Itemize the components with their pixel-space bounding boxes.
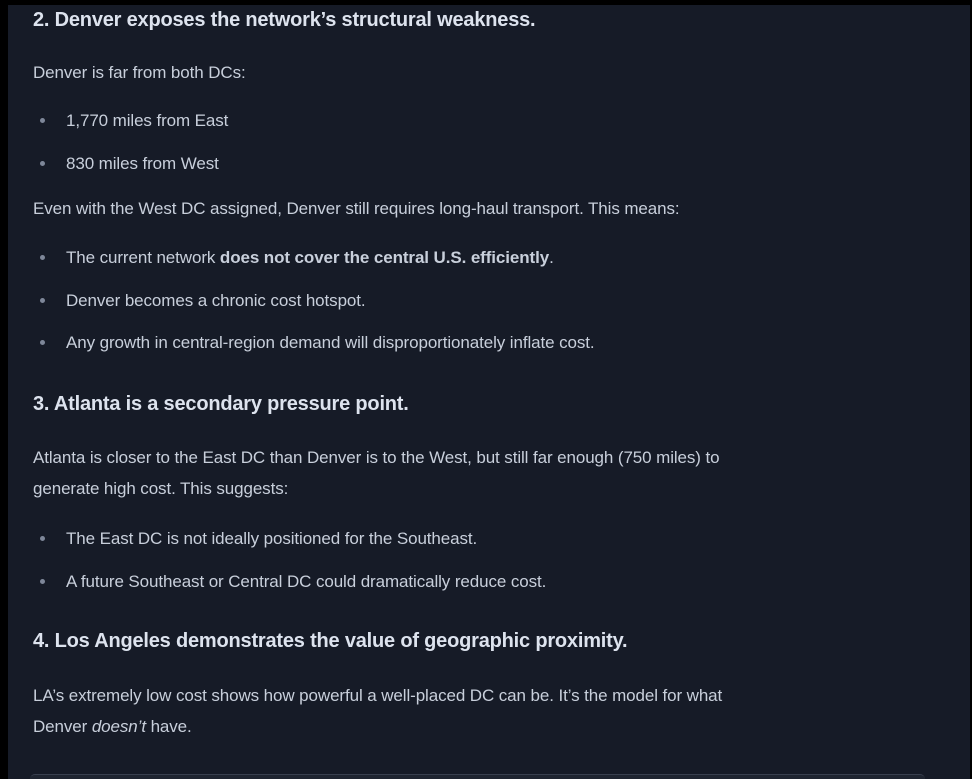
- bullet-icon: [40, 161, 45, 166]
- next-block-top-edge: [30, 774, 925, 779]
- section-heading-atlanta-pressure: 3. Atlanta is a secondary pressure point.: [33, 393, 409, 415]
- bullet-icon: [40, 255, 45, 260]
- bullet-icon: [40, 298, 45, 303]
- list-denver-distances: [33, 105, 228, 179]
- para-la-low-cost: LA’s extremely low cost shows how powerful a well-placed DC can be. It’s the model for what Denver doesn’t have.: [33, 686, 723, 736]
- list-item-text: 1,770 miles from East: [66, 111, 229, 130]
- list-item-miles-west: [33, 148, 228, 179]
- bullet-icon: [40, 118, 45, 123]
- list-item-future-dc: [33, 566, 546, 597]
- list-item-miles-east: [33, 105, 228, 136]
- list-item-text: 830 miles from West: [66, 153, 219, 173]
- para-atlanta-distance: Atlanta is closer to the East DC than Denver is to the West, but still far enough (750 miles) to generate high cost. This suggests:: [33, 448, 720, 498]
- section-heading-los-angeles-proximity: 4. Los Angeles demonstrates the value of geographic proximity.: [33, 630, 628, 652]
- list-atlanta-suggestions: [33, 523, 546, 597]
- list-item-text: The current network does not cover the central U.S. efficiently.: [66, 248, 554, 267]
- bullet-icon: [40, 340, 45, 345]
- list-item-text: Denver becomes a chronic cost hotspot.: [66, 290, 366, 310]
- para-long-haul-transport: Even with the West DC assigned, Denver still requires long-haul transport. This means:: [33, 199, 680, 218]
- list-item-coverage: [33, 242, 594, 273]
- bullet-icon: [40, 579, 45, 584]
- list-item-text: A future Southeast or Central DC could dramatically reduce cost.: [66, 571, 547, 591]
- para-denver-distances-intro: Denver is far from both DCs:: [33, 63, 246, 82]
- list-item-cost-hotspot: [33, 285, 594, 316]
- list-network-implications: [33, 242, 594, 358]
- list-item-text: Any growth in central-region demand will disproportionately inflate cost.: [66, 333, 595, 352]
- section-heading-denver-weakness: 2. Denver exposes the network’s structural weakness.: [33, 9, 536, 31]
- list-item-east-dc-position: [33, 523, 546, 554]
- bullet-icon: [40, 536, 45, 541]
- list-item-text: The East DC is not ideally positioned for the Southeast.: [66, 529, 478, 548]
- list-item-central-demand: [33, 327, 594, 358]
